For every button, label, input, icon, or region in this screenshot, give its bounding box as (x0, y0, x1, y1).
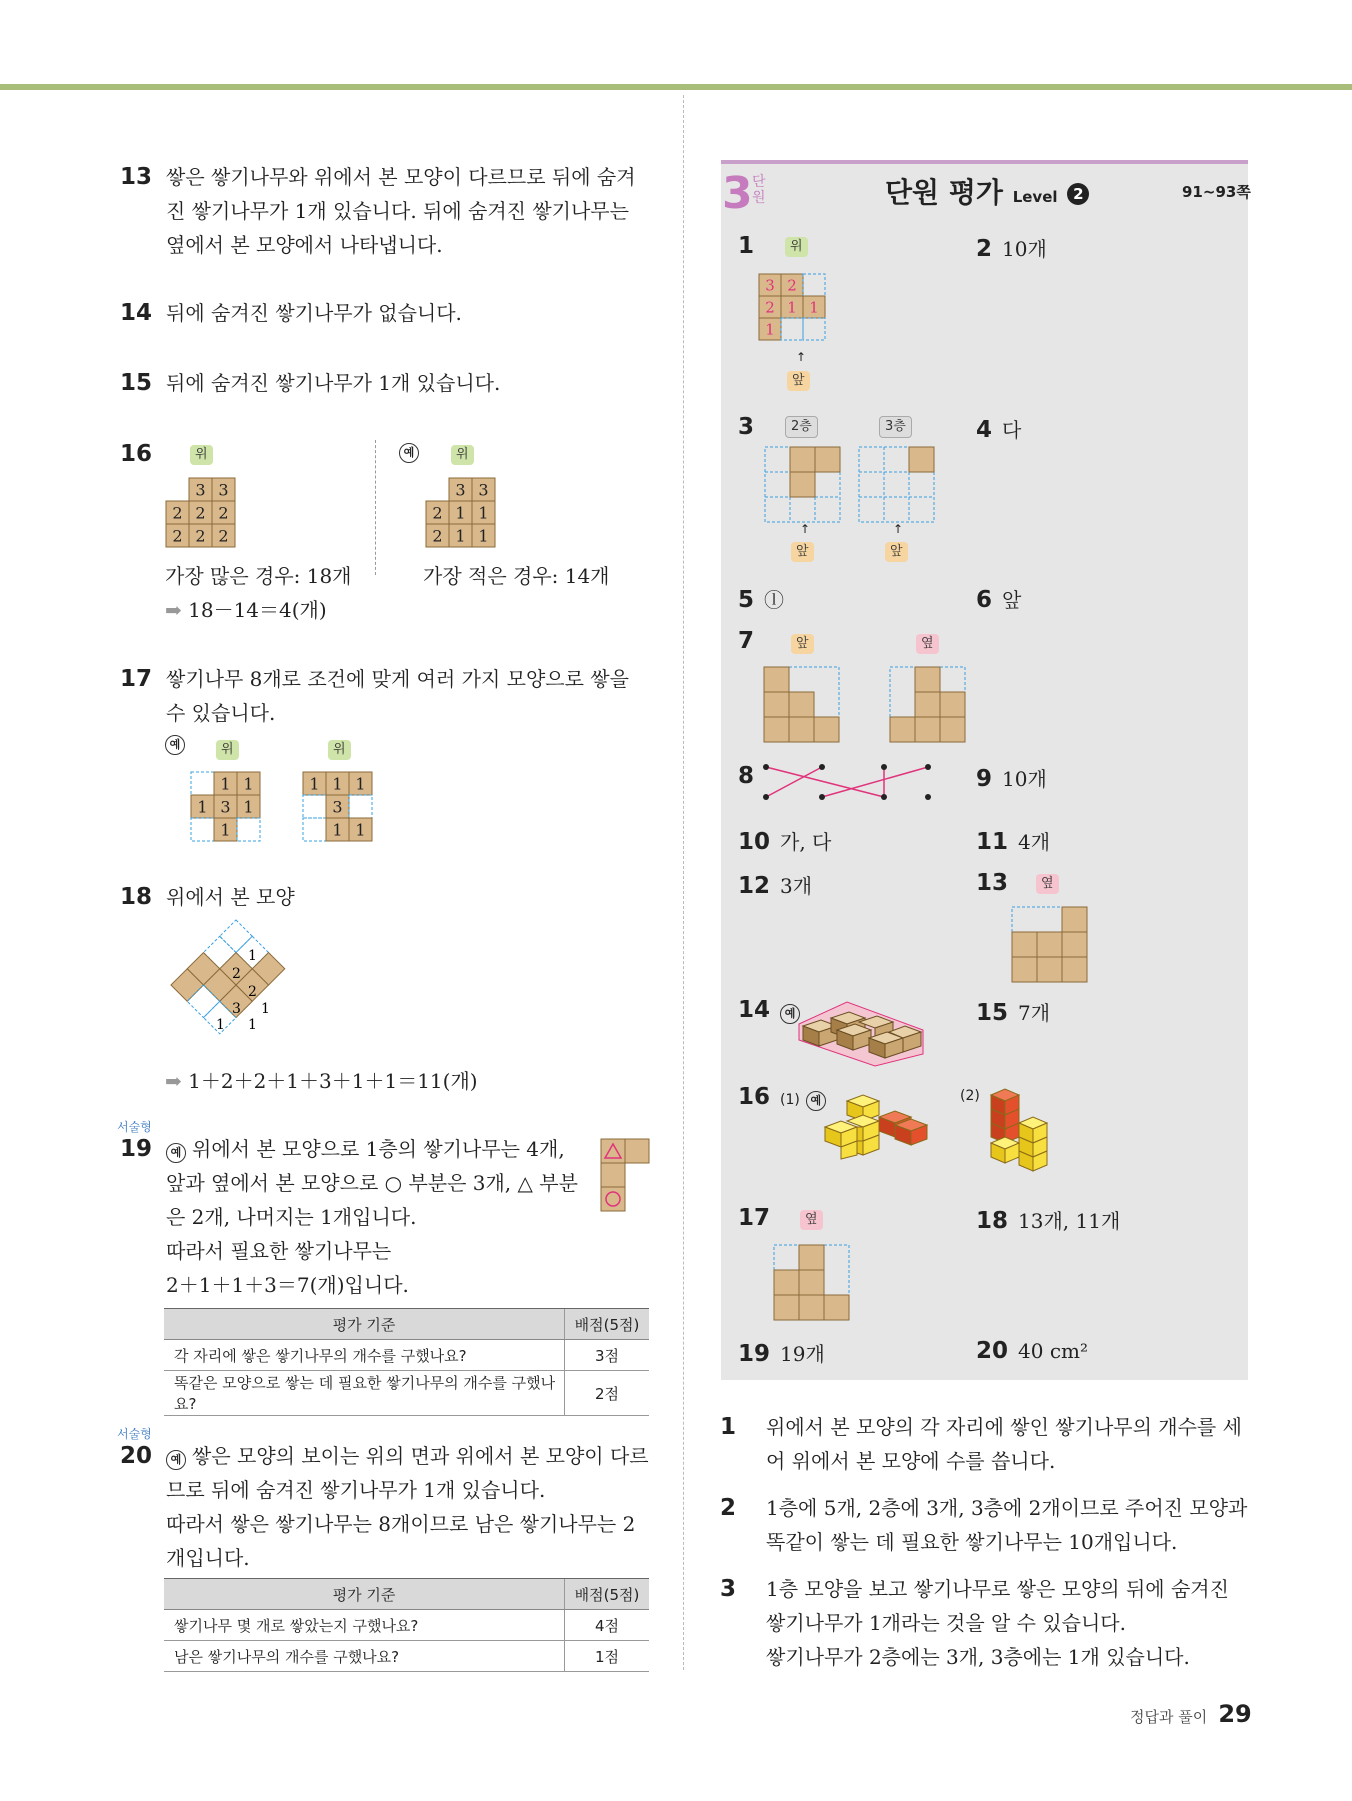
line: 1층에 5개, 2층에 3개, 3층에 2개이므로 주어진 모양과 (766, 1496, 1248, 1520)
grid-empty-cell (781, 318, 803, 340)
grid-value: 2 (195, 503, 206, 523)
val: 1 (261, 1001, 270, 1017)
grid-value: 1 (243, 774, 254, 794)
criterion: 각 자리에 쌓은 쌓기나무의 개수를 구했나요? (164, 1340, 565, 1371)
answer-number: 19 (738, 1341, 771, 1367)
grid-value: 3 (455, 480, 466, 500)
grid-17b (302, 771, 377, 843)
answer-11 (976, 826, 1050, 855)
grid-value: 3 (195, 480, 206, 500)
grid-value: 1 (197, 797, 208, 817)
example-mark: 예 (399, 443, 419, 463)
answer-text: 7개 (1018, 1001, 1051, 1025)
answer-text: 4개 (1018, 830, 1051, 854)
answer-text: 13개, 11개 (1018, 1209, 1121, 1233)
grid-empty-cell (349, 795, 372, 818)
criteria-table-20 (164, 1578, 649, 1672)
grid-value: 2 (765, 298, 775, 317)
answer-15 (976, 997, 1050, 1026)
unit-badge (722, 168, 766, 219)
grid-value: 1 (787, 298, 797, 317)
panel-title (885, 171, 1089, 211)
arrow-up-icon: ↑ (800, 522, 811, 536)
explanation-number: 2 (720, 1495, 737, 1521)
answer-text: 19개 (780, 1342, 825, 1366)
page-footer (1130, 1700, 1252, 1728)
question-15 (120, 366, 650, 400)
criterion: 남은 쌓기나무의 개수를 구했나요? (164, 1641, 565, 1672)
line: 개입니다. (166, 1546, 250, 1570)
question-number: 20 (120, 1443, 153, 1469)
grid-empty-cell (303, 818, 326, 841)
grid-value: 1 (478, 503, 489, 523)
grid-most (165, 477, 240, 549)
answer-number: 18 (976, 1208, 1009, 1234)
grid-value: 2 (195, 526, 206, 546)
grid-value: 1 (809, 298, 819, 317)
answer-number: 15 (976, 1000, 1009, 1026)
line: 따라서 쌓은 쌓기나무는 8개이므로 남은 쌓기나무는 2 (166, 1512, 636, 1536)
sub-label: (2) (960, 1088, 980, 1104)
grid-empty-cell (803, 274, 825, 296)
answer-number: 2 (976, 236, 993, 262)
val: 1 (248, 1017, 257, 1033)
yellow-red-blocks (823, 1087, 938, 1162)
level-badge: 2 (1067, 183, 1089, 205)
question-number: 17 (120, 666, 153, 692)
answer-5 (738, 584, 784, 613)
grid-value: 1 (332, 774, 343, 794)
diamond-top-view (160, 915, 305, 1055)
grid-value: 2 (172, 526, 183, 546)
answer-text: 앞 (1002, 588, 1022, 612)
question-number: 13 (120, 164, 153, 190)
top-view-tag: 위 (451, 445, 474, 465)
top-rule (0, 84, 1352, 90)
answer-text: 40 cm² (1018, 1339, 1089, 1363)
answer-14 (738, 997, 800, 1024)
type-label: 서술형 (117, 1120, 152, 1134)
column-divider (683, 95, 684, 1670)
arrow-up-icon: ↑ (893, 522, 904, 536)
question-text: 위에서 본 모양 (166, 885, 295, 909)
header: 평가 기준 (164, 1309, 565, 1340)
criterion: 똑같은 모양으로 쌓는 데 필요한 쌓기나무의 개수를 구했나요? (164, 1371, 565, 1416)
line: 쌓기나무가 2층에는 3개, 3층에는 1개 있습니다. (766, 1645, 1190, 1669)
grid-value: 1 (478, 526, 489, 546)
floor-tag: 2층 (785, 416, 818, 438)
val: 1 (216, 1017, 225, 1033)
answer-19 (738, 1338, 825, 1367)
side-view-13 (1011, 906, 1089, 984)
grid-value: 3 (765, 276, 775, 295)
block-stack-14 (797, 996, 925, 1068)
answer-number: 13 (976, 870, 1009, 896)
val: 2 (232, 966, 241, 982)
answer-number: 10 (738, 829, 771, 855)
panel-top-rule (721, 160, 1248, 164)
arrow-up-icon: ↑ (796, 350, 807, 364)
grid-empty-cell (166, 478, 189, 501)
explanation-1 (720, 1410, 1250, 1478)
line: 위에서 본 모양으로 1층의 쌓기나무는 4개, (192, 1137, 565, 1161)
calc-16: ➡ 18－14＝4(개) (165, 598, 327, 622)
grid-value: 1 (455, 526, 466, 546)
header: 평가 기준 (164, 1579, 565, 1610)
answer-13 (976, 870, 1018, 896)
val: 2 (248, 984, 257, 1000)
answer-4 (976, 414, 1021, 443)
explanation-2 (720, 1491, 1250, 1559)
explanation-number: 1 (720, 1414, 737, 1440)
side-view-17 (773, 1244, 851, 1322)
grid-empty-cell (803, 318, 825, 340)
sub-label: (1) (780, 1092, 800, 1108)
floor-tag: 3층 (879, 416, 912, 438)
answer-2 (976, 233, 1047, 262)
answer-text (166, 1132, 590, 1302)
question-14 (120, 296, 650, 330)
answer-number: 17 (738, 1205, 771, 1231)
grid-value: 2 (432, 526, 443, 546)
example-mark: 예 (806, 1091, 826, 1111)
front-view (763, 666, 841, 744)
grid-empty-cell (191, 818, 214, 841)
score: 1점 (565, 1641, 650, 1672)
grid-empty-cell (426, 478, 449, 501)
unit-char: 원 (752, 190, 766, 206)
grid-value: 3 (332, 797, 343, 817)
answer-text: ⓛ (764, 588, 785, 612)
grid-value: 1 (220, 774, 231, 794)
front-tag: 앞 (885, 542, 908, 562)
line: 1층 모양을 보고 쌓기나무로 쌓은 모양의 뒤에 숨겨진 (766, 1577, 1229, 1601)
answer-number: 8 (738, 763, 755, 789)
level-label: Level (1012, 188, 1058, 206)
score: 4점 (565, 1610, 650, 1641)
criterion: 쌓기나무 몇 개로 쌓았는지 구했나요? (164, 1610, 565, 1641)
grid-value: 2 (218, 526, 229, 546)
question-number: 14 (120, 300, 153, 326)
answer-number: 12 (738, 873, 771, 899)
front-tag: 앞 (787, 371, 810, 391)
answer-number: 5 (738, 587, 755, 613)
grid-17a (190, 771, 265, 843)
example-mark: 예 (166, 1450, 186, 1470)
grid-value: 3 (218, 480, 229, 500)
top-view-tag: 위 (328, 740, 351, 760)
answer-number: 11 (976, 829, 1009, 855)
calc-text: 18－14＝4(개) (188, 598, 327, 622)
grid-value: 1 (220, 820, 231, 840)
question-text: 뒤에 숨겨진 쌓기나무가 1개 있습니다. (166, 371, 501, 395)
answer-number: 9 (976, 766, 993, 792)
floor2-grid (764, 446, 842, 524)
type-label: 서술형 (117, 1427, 152, 1441)
grid-value: 1 (355, 774, 366, 794)
answer-7 (738, 628, 764, 654)
grid-value: 1 (355, 820, 366, 840)
question-19 (120, 1132, 590, 1302)
grid-value: 1 (765, 320, 775, 339)
question-text: 쌓은 쌓기나무와 위에서 본 모양이 다르므로 뒤에 숨겨진 쌓기나무가 1개 있습니다. 뒤에 숨겨진 쌓기나무는 옆에서 본 모양에서 나타냅니다. (166, 165, 636, 257)
answer-20 (976, 1338, 1088, 1364)
answer-1 (738, 233, 764, 259)
header: 배점(5점) (565, 1579, 650, 1610)
page-range: 91~93쪽 (1182, 183, 1251, 201)
least-case: 가장 적은 경우: 14개 (423, 564, 610, 588)
line: 앞과 옆에서 본 모양으로 ○ 부분은 3개, △ 부분 (166, 1171, 578, 1195)
answer-text (166, 1439, 650, 1575)
side-view (889, 666, 967, 744)
answer-number: 1 (738, 233, 755, 259)
val: 3 (232, 1001, 241, 1017)
answer-16 (738, 1084, 826, 1111)
unit-number: 3 (722, 168, 753, 219)
answer-9 (976, 763, 1047, 792)
top-view-tag: 위 (216, 740, 239, 760)
side-tag: 옆 (916, 634, 939, 654)
grid-empty-cell (303, 795, 326, 818)
question-20 (120, 1439, 650, 1575)
score: 2점 (565, 1371, 650, 1416)
grid-empty-cell (191, 772, 214, 795)
grid-value: 2 (218, 503, 229, 523)
question-number: 18 (120, 884, 153, 910)
answer-number: 7 (738, 628, 755, 654)
title-text: 단원 평가 (885, 176, 1003, 209)
answer-3 (738, 414, 764, 440)
front-tag: 앞 (791, 542, 814, 562)
example-mark: 예 (780, 1004, 800, 1024)
answer-number: 3 (738, 414, 755, 440)
answer-text: 3개 (780, 874, 813, 898)
line: 따라서 필요한 쌓기나무는 (166, 1239, 392, 1263)
criteria-table-19 (164, 1308, 649, 1416)
top-view-tag: 위 (190, 445, 213, 465)
side-tag: 옆 (1036, 874, 1059, 894)
grid-value: 1 (309, 774, 320, 794)
answer-number: 20 (976, 1338, 1009, 1364)
grid-value: 3 (220, 797, 231, 817)
shape-19 (600, 1138, 652, 1214)
answer-text: 10개 (1002, 237, 1047, 261)
answer-number: 16 (738, 1084, 771, 1110)
line: 어 위에서 본 모양에 수를 씁니다. (766, 1449, 1056, 1473)
calc-18: ➡ 1＋2＋2＋1＋3＋1＋1＝11(개) (165, 1069, 478, 1093)
explanation-number: 3 (720, 1576, 737, 1602)
grid-value: 2 (432, 503, 443, 523)
line: 은 2개, 나머지는 1개입니다. (166, 1205, 417, 1229)
line: 위에서 본 모양의 각 자리에 쌓인 쌓기나무의 개수를 세 (766, 1415, 1242, 1439)
question-18 (120, 880, 650, 914)
question-number: 19 (120, 1136, 153, 1162)
line: 므로 뒤에 숨겨진 쌓기나무가 1개 있습니다. (166, 1478, 546, 1502)
grid-value: 2 (787, 276, 797, 295)
explanation-3 (720, 1572, 1250, 1674)
footer-label: 정답과 풀이 (1130, 1708, 1208, 1726)
answer-text: 가, 다 (780, 830, 832, 854)
question-number: 16 (120, 441, 153, 467)
example-mark: 예 (166, 1143, 186, 1163)
question-text: 쌓기나무 8개로 조건에 맞게 여러 가지 모양으로 쌓을 수 있습니다. (166, 667, 629, 725)
grid-least (425, 477, 500, 549)
grid-value: 1 (332, 820, 343, 840)
calc-text: 1＋2＋2＋1＋3＋1＋1＝11(개) (188, 1069, 478, 1093)
line: 쌓기나무가 1개라는 것을 알 수 있습니다. (766, 1611, 1126, 1635)
grid-value: 3 (478, 480, 489, 500)
answer-text: 10개 (1002, 767, 1047, 791)
score: 3점 (565, 1340, 650, 1371)
example-mark: 예 (165, 735, 185, 755)
header: 배점(5점) (565, 1309, 650, 1340)
divider (375, 440, 376, 575)
answer-12 (738, 870, 812, 899)
grid-a1 (758, 273, 836, 351)
answer-text: 다 (1002, 418, 1022, 442)
answer-18 (976, 1205, 1120, 1234)
answer-6 (976, 584, 1021, 613)
answer-number: 14 (738, 997, 771, 1023)
front-tag: 앞 (791, 634, 814, 654)
answer-number: 6 (976, 587, 993, 613)
most-case: 가장 많은 경우: 18개 (165, 564, 352, 588)
question-17 (120, 662, 650, 730)
side-tag: 옆 (800, 1210, 823, 1230)
red-yellow-tower (985, 1087, 1065, 1187)
val: 1 (248, 948, 257, 964)
answer-17 (738, 1205, 780, 1231)
grid-value: 1 (243, 797, 254, 817)
grid-value: 1 (455, 503, 466, 523)
top-view-tag: 위 (785, 237, 808, 257)
answer-10 (738, 826, 831, 855)
grid-empty-cell (237, 818, 260, 841)
question-text: 뒤에 숨겨진 쌓기나무가 없습니다. (166, 301, 462, 325)
unit-char: 단 (752, 174, 766, 190)
matching-lines (760, 760, 935, 805)
answer-number: 4 (976, 417, 993, 443)
line: 똑같이 쌓는 데 필요한 쌓기나무는 10개입니다. (766, 1530, 1178, 1554)
line: 2＋1＋1＋3＝7(개)입니다. (166, 1273, 409, 1297)
grid-value: 2 (172, 503, 183, 523)
line: 쌓은 모양의 보이는 위의 면과 위에서 본 모양이 다르 (192, 1444, 649, 1468)
question-13 (120, 160, 650, 262)
question-number: 15 (120, 370, 153, 396)
page-number: 29 (1218, 1700, 1252, 1728)
floor3-grid (858, 446, 936, 524)
